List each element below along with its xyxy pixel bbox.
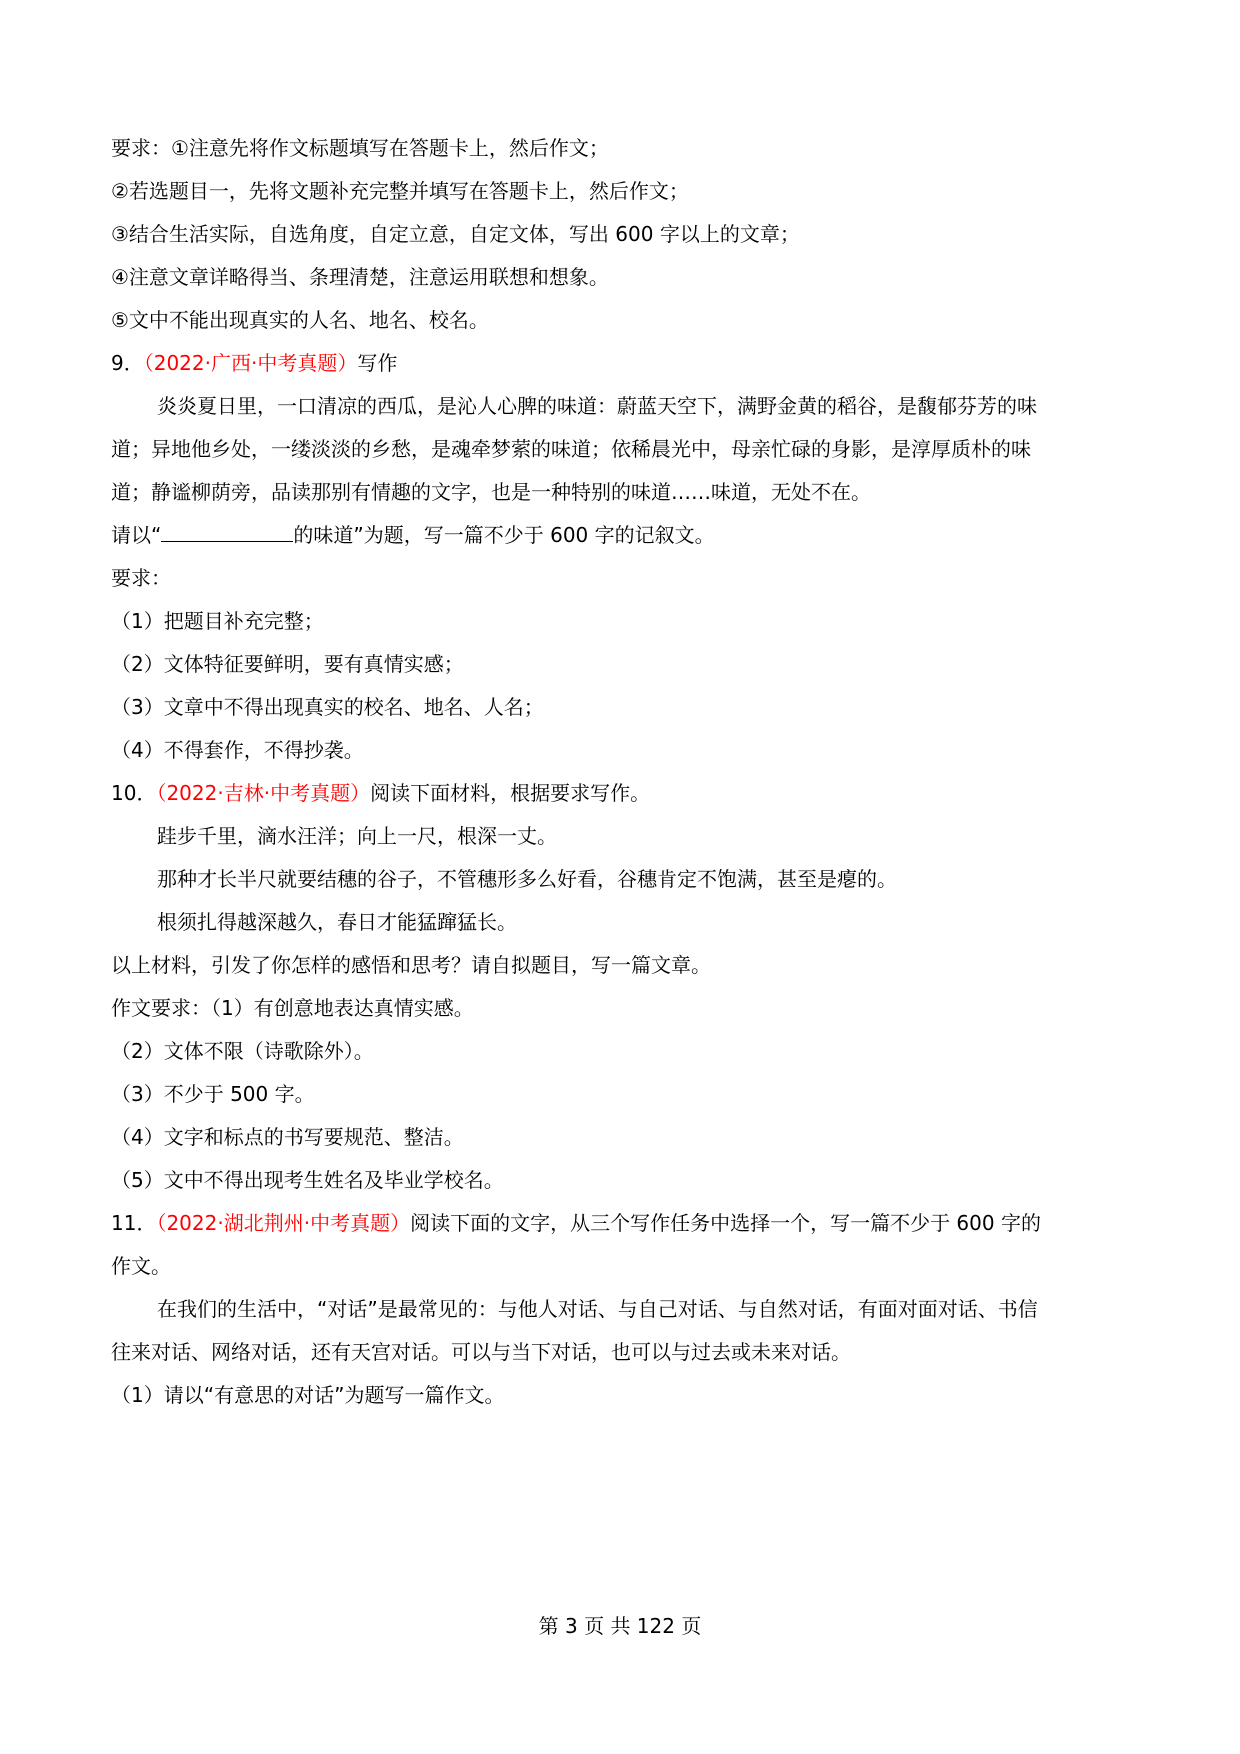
- question-title: 阅读下面的文字，从三个写作任务中选择一个，写一篇不少于 600 字的: [410, 1211, 1041, 1235]
- requirement-item: （3）不少于 500 字。: [111, 1082, 315, 1106]
- question-title: 写作: [357, 351, 398, 375]
- material-line: 跬步千里，滴水汪洋；向上一尺，根深一丈。: [157, 824, 557, 848]
- question-10-header: [111, 779, 1121, 807]
- requirement-line: ⑤文中不能出现真实的人名、地名、校名。: [111, 308, 489, 332]
- writing-prompt: [111, 521, 1121, 549]
- question-number: 9．: [111, 351, 144, 375]
- question-source: （2022·吉林·中考真题）: [156, 781, 371, 805]
- requirement-item: （5）文中不得出现考生姓名及毕业学校名。: [111, 1168, 504, 1192]
- requirement-line: ④注意文章详略得当、条理清楚，注意运用联想和想象。: [111, 265, 609, 289]
- material-line: 炎炎夏日里，一口清凉的西瓜，是沁人心脾的味道：蔚蓝天空下，满野金黄的稻谷，是馥郁芬芳的味: [157, 394, 1037, 418]
- material-line: 根须扎得越深越久，春日才能猛蹿猛长。: [157, 910, 517, 934]
- question-title: 阅读下面材料，根据要求写作。: [370, 781, 651, 805]
- requirement-line: 要求：①注意先将作文标题填写在答题卡上，然后作文；: [111, 136, 609, 160]
- requirement-item: （2）文体特征要鲜明，要有真情实感；: [111, 652, 464, 676]
- question-11-header: [111, 1209, 1121, 1237]
- requirement-item: 作文要求：（1）有创意地表达真情实感。: [111, 996, 474, 1020]
- requirement-item: （4）文字和标点的书写要规范、整洁。: [111, 1125, 464, 1149]
- question-number: 10．: [111, 781, 157, 805]
- fill-in-blank: [161, 521, 293, 542]
- requirement-item: （1）把题目补充完整；: [111, 609, 324, 633]
- requirement-item: （4）不得套作，不得抄袭。: [111, 738, 364, 762]
- writing-task: （1）请以“有意思的对话”为题写一篇作文。: [111, 1383, 505, 1407]
- requirements-label: 要求：: [111, 566, 171, 590]
- material-line: 在我们的生活中，“对话”是最常见的：与他人对话、与自己对话、与自然对话，有面对面对话、书信: [157, 1297, 1038, 1321]
- question-source: （2022·广西·中考真题）: [143, 351, 358, 375]
- question-source: （2022·湖北荆州·中考真题）: [156, 1211, 411, 1235]
- question-number: 11．: [111, 1211, 157, 1235]
- question-9-header: [111, 349, 1121, 377]
- material-line: 往来对话、网络对话，还有天宫对话。可以与当下对话，也可以与过去或未来对话。: [111, 1340, 851, 1364]
- prompt-text: 请以“: [111, 523, 162, 547]
- question-text: 以上材料，引发了你怎样的感悟和思考？请自拟题目，写一篇文章。: [111, 953, 711, 977]
- question-title-continued: 作文。: [111, 1254, 171, 1278]
- material-line: 道；异地他乡处，一缕淡淡的乡愁，是魂牵梦萦的味道；依稀晨光中，母亲忙碌的身影，是淳厚质朴的味: [111, 437, 1031, 461]
- requirement-item: （3）文章中不得出现真实的校名、地名、人名；: [111, 695, 544, 719]
- material-line: 道；静谧柳荫旁，品读那别有情趣的文字，也是一种特别的味道……味道，无处不在。: [111, 480, 871, 504]
- requirement-item: （2）文体不限（诗歌除外）。: [111, 1039, 374, 1063]
- prompt-text: 的味道”为题，写一篇不少于 600 字的记叙文。: [293, 523, 715, 547]
- page-footer: 第 3 页 共 122 页: [538, 1614, 702, 1638]
- requirement-line: ③结合生活实际，自选角度，自定立意，自定文体，写出 600 字以上的文章；: [111, 222, 800, 246]
- requirement-line: ②若选题目一，先将文题补充完整并填写在答题卡上，然后作文；: [111, 179, 689, 203]
- material-line: 那种才长半尺就要结穗的谷子，不管穗形多么好看，谷穗肯定不饱满，甚至是瘪的。: [157, 867, 897, 891]
